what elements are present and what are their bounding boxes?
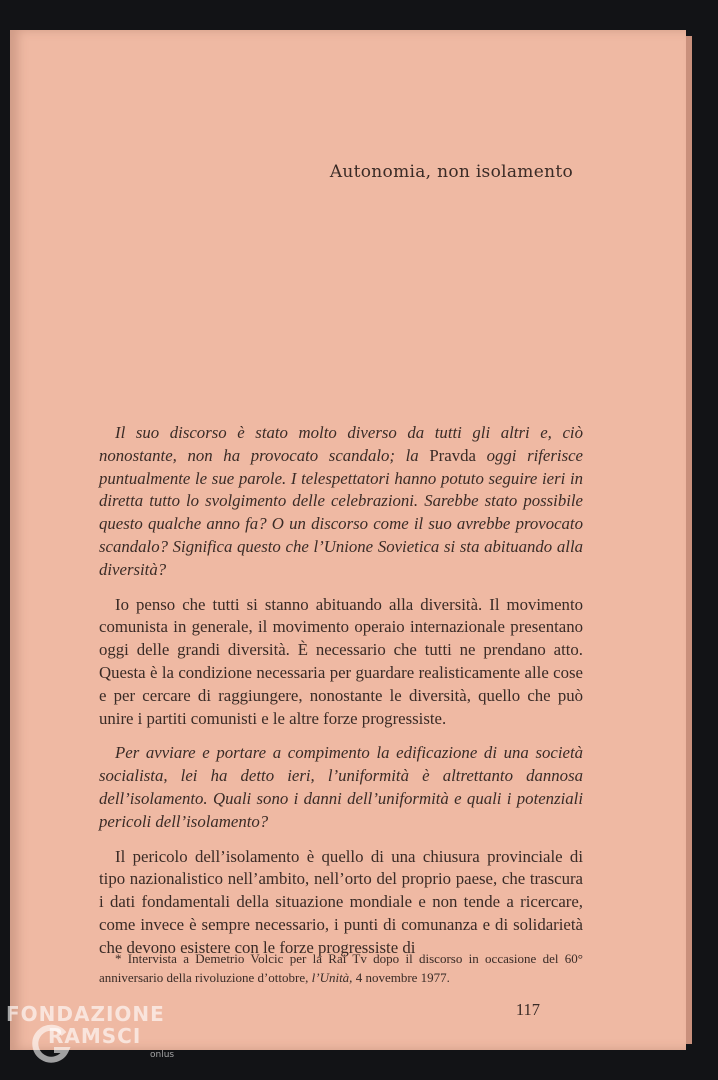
watermark-subtitle: onlus: [150, 1050, 175, 1060]
footnote-source: l’Unità,: [311, 969, 353, 985]
running-header: Autonomia, non isolamento: [329, 162, 573, 182]
watermark-line-2: RAMSCI: [48, 1024, 142, 1048]
newspaper-name: Pravda: [429, 445, 476, 465]
interview-text: [99, 422, 583, 972]
book-page: [10, 30, 686, 1050]
footnote: * Intervista a Demetrio Volcic per la Rai Tv dopo il discorso in occasione del 60° anniversario della rivoluzione d’ottobre, l’Unità, 4 novembre 1977.: [99, 951, 583, 985]
answer-paragraph: Il pericolo dell’isolamento è quello di una chiusura provinciale di tipo nazionalistico nell’ambito, nell’orto del proprio paese, che trascura i dati fondamentali della situazione mondiale e non tende a ricercare, come invece è sempre necessario, i punti di comunanza e di solidarietà che devono esistere con le forze progressiste di: [99, 846, 583, 957]
answer-paragraph: Io penso che tutti si stanno abituando alla diversità. Il movimento comunista in generale, il movimento operaio internazionale presentano oggi delle grandi diversità. È necessario che tutti ne prendano atto. Questa è la condizione necessaria per guardare realisticamente alle cose e per cercare di raggiungere, nonostante le diversità, quello che può unire i partiti comunisti e le altre forze progressiste.: [99, 594, 583, 728]
page-number: 117: [515, 1000, 540, 1019]
watermark-logo: [4, 1002, 194, 1076]
question-paragraph: Il suo discorso è stato molto diverso da tutti gli altri e, ciò nonostante, non ha provocato scandalo; la Pravda oggi riferisce puntualmente le sue parole. I telespettatori hanno potuto seguire ieri in diretta tutto lo svolgimento delle celebrazioni. Sarebbe stato possibile questo qualche anno fa? O un discorso come il suo avrebbe provocato scandalo? Significa questo che l’Unione Sovietica si sta abituando alla diversità?: [99, 423, 584, 579]
page-edge: [686, 36, 692, 1044]
question-paragraph: Per avviare e portare a compimento la edificazione di una società socialista, lei ha detto ieri, l’uniformità è altrettanto dannosa dell’isolamento. Quali sono i danni dell’uniformità e quali i potenziali pericoli dell’isolamento?: [99, 743, 583, 831]
watermark-line-1: FONDAZIONE: [6, 1002, 165, 1026]
